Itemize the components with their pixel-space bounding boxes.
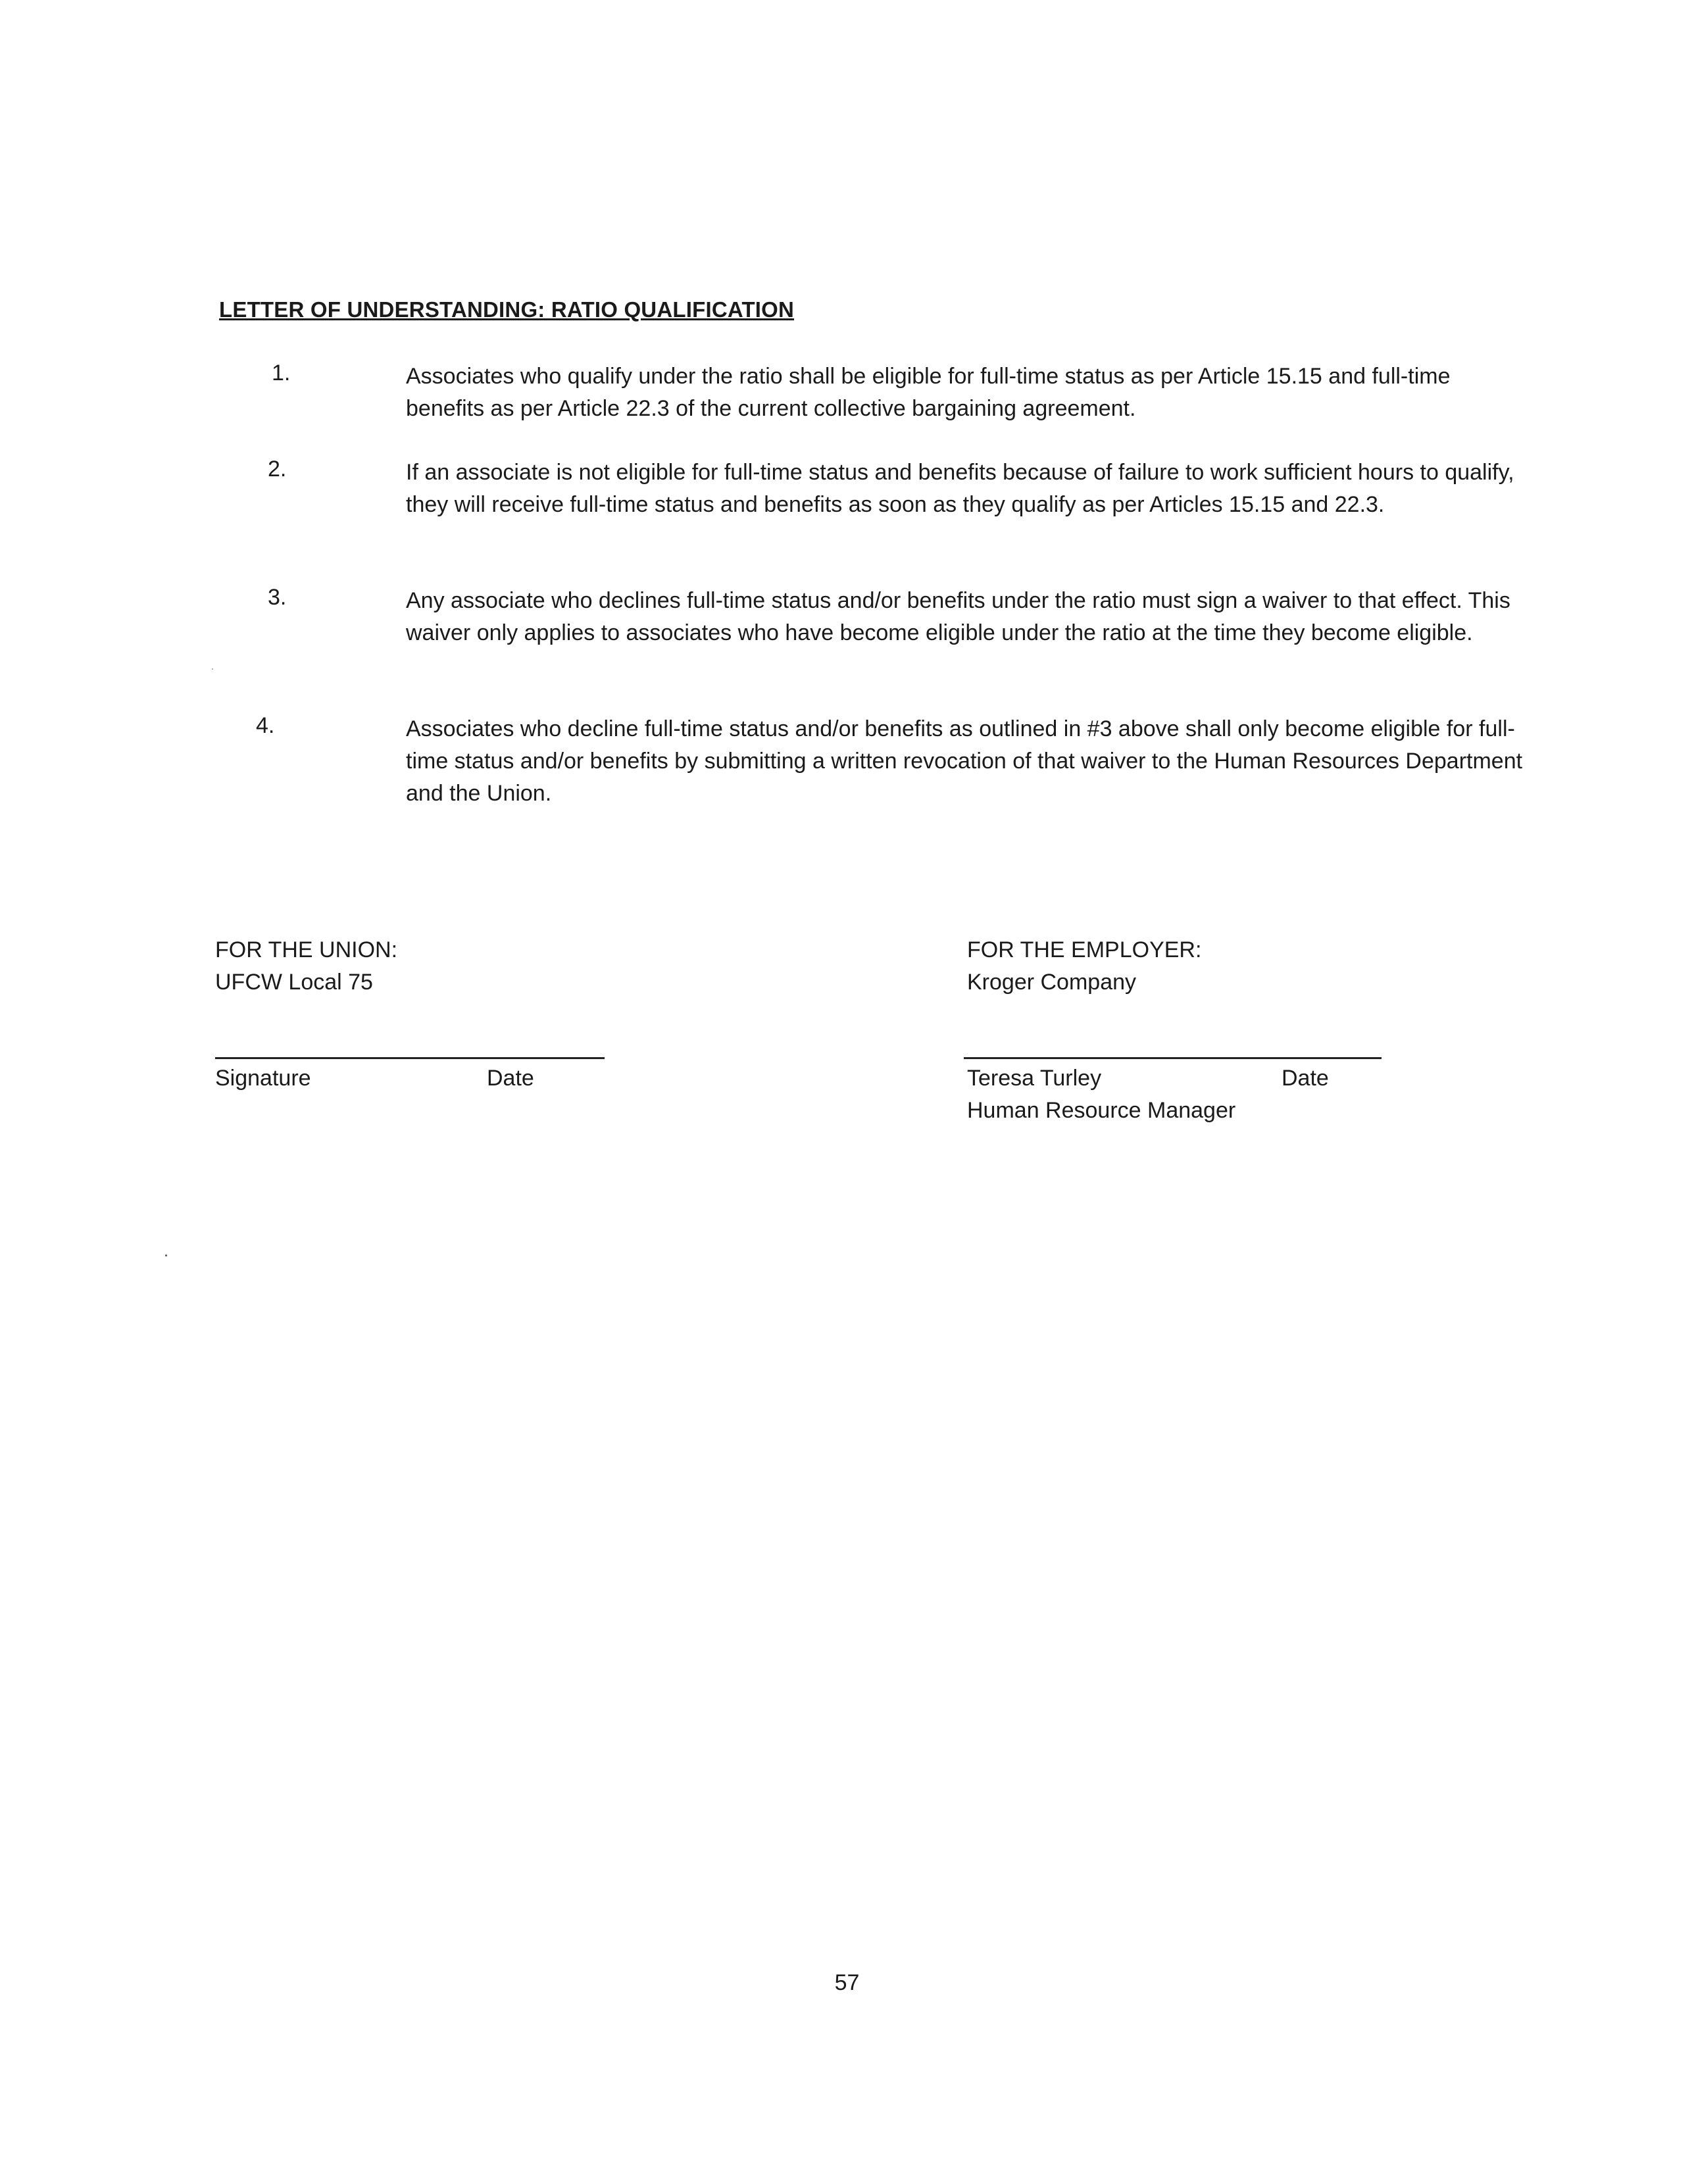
employer-signer-title: Human Resource Manager: [967, 1098, 1236, 1123]
item-text: Any associate who declines full-time status and/or benefits under the ratio must sign a waiver to that effect. This waiver only applies to associates who have become eligible under the ratio at the time they become eligible.: [406, 588, 1510, 645]
document-title: LETTER OF UNDERSTANDING: RATIO QUALIFICATION: [219, 297, 795, 322]
employer-name: Kroger Company: [967, 970, 1137, 995]
employer-signature-line: [964, 1057, 1382, 1059]
union-signature-label: Signature: [215, 1066, 311, 1091]
scan-speck: [165, 1254, 167, 1256]
union-signature-line: [215, 1057, 605, 1059]
item-number: 1.: [272, 360, 291, 385]
scan-speck: [212, 668, 213, 670]
item-text: If an associate is not eligible for full-time status and benefits because of failure to work sufficient hours to qualify, they will receive full-time status and benefits as soon as they qualify as per Articles 15.15 and 22.3.: [406, 460, 1514, 517]
union-name: UFCW Local 75: [215, 970, 373, 995]
item-number: 2.: [268, 457, 287, 482]
union-date-label: Date: [487, 1066, 534, 1091]
employer-signer-name: Teresa Turley: [967, 1066, 1102, 1091]
item-number: 4.: [256, 713, 275, 738]
union-block: [215, 934, 397, 999]
item-number: 3.: [268, 585, 287, 610]
item-text: Associates who qualify under the ratio shall be eligible for full-time status as per Article 15.15 and full-time benefits as per Article 22.3 of the current collective bargaining agreement.: [406, 364, 1451, 421]
employer-heading: FOR THE EMPLOYER:: [967, 937, 1202, 962]
page-number: 57: [834, 1970, 860, 1995]
item-text: Associates who decline full-time status and/or benefits as outlined in #3 above shall only become eligible for full-time status and/or benefits by submitting a written revocation of that waiver to the Human Resources Department and the Union.: [406, 716, 1523, 806]
union-heading: FOR THE UNION:: [215, 937, 398, 962]
employer-block: [967, 934, 1201, 999]
employer-date-label: Date: [1282, 1066, 1329, 1091]
